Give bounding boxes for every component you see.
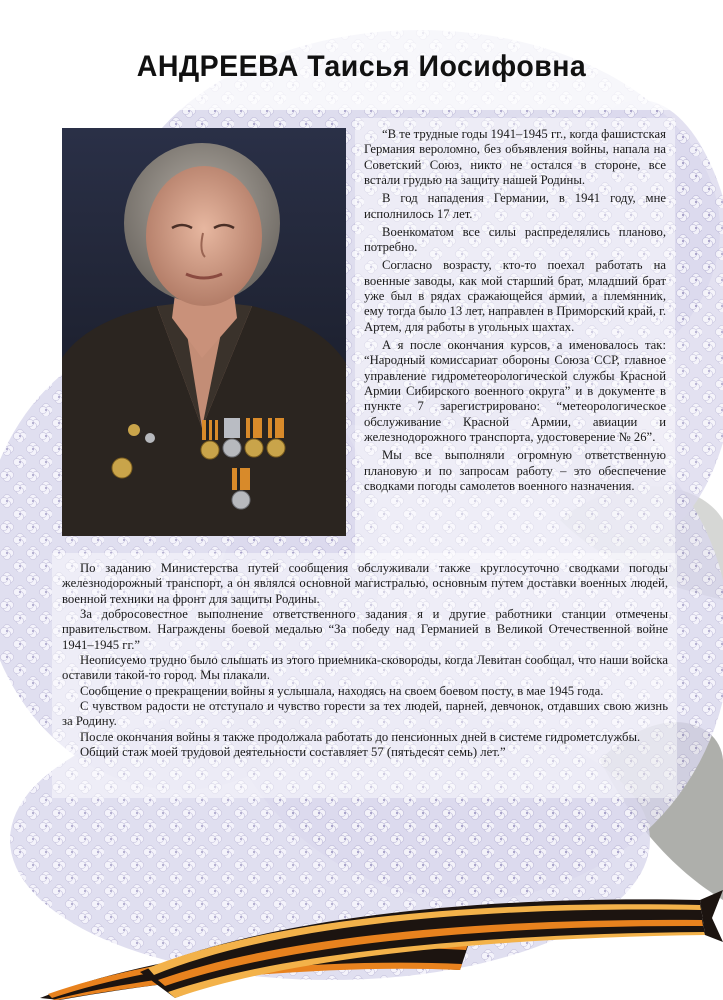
portrait-photo	[62, 128, 346, 536]
story-paragraph: С чувством радости не отступало и чувство горести за тех людей, парней, девчонок, отдавших свою жизнь за Родину.	[62, 699, 668, 729]
story-column	[364, 127, 666, 497]
story-paragraph: В год нападения Германии, в 1941 году, мне исполнилось 17 лет.	[364, 191, 666, 221]
story-paragraph: Согласно возрасту, кто-то поехал работать на военные заводы, как мой старший брат, младший брат уже был в рядах сражающейся армии, а племянник, ему тогда было 13 лет, направлен в Приморский край, г. Артем, для работы в угольных шахтах.	[364, 258, 667, 334]
story-paragraph: За добросовестное выполнение ответственного задания я и другие работники станции отмечены правительством. Награждены боевой медалью “За победу над Германией в Великой Отечественной войне 1941–1945 гг.”	[62, 607, 668, 652]
story-paragraph: После окончания войны я также продолжала работать до пенсионных дней в системе гидрометслужбы.	[80, 729, 641, 744]
story-paragraph: Неописуемо трудно было слышать из этого приемника-сковороды, когда Левитан сообщал, что наши войска оставили такой-то город. Мы плакали.	[62, 653, 668, 683]
story-paragraph: Сообщение о прекращении войны я услышала, находясь на своем боевом посту, в мае 1945 года.	[80, 683, 604, 698]
page-title: АНДРЕЕВА Таисья Иосифовна	[136, 50, 587, 83]
story-paragraph: Мы все выполняли огромную ответственную плановую и по запросам работу – это обеспечение сводками погоды самолетов военного назначения.	[364, 448, 666, 494]
story-paragraph: Общий стаж моей трудовой деятельности составляет 57 (пятьдесят семь) лет.”	[80, 745, 506, 760]
story-full-width	[62, 561, 668, 760]
story-paragraph: По заданию Министерства путей сообщения обслуживали также круглосуточно сводками погоды железнодорожный транспорт, а он являлся основной магистралью, основным путем доставки военных людей, военной техники на фронт для защиты Родины.	[62, 561, 668, 606]
st-george-ribbon-icon	[0, 880, 723, 1000]
story-paragraph: Военкоматом все силы распределялись планово, потребно.	[364, 224, 666, 255]
story-paragraph: А я после окончания курсов, а именовалось так: “Народный комиссариат обороны Союза ССР, главное управление гидрометеорологической службы Красной Армии Сибирского военного округа” и в документе в пункте 7 зарегистрировано: “метеорологическое обслуживание Красной Армии, авиации и железнодорожного транспорта, удостоверение № 26”.	[364, 338, 666, 445]
story-paragraph: “В те трудные годы 1941–1945 гг., когда фашистская Германия вероломно, без объявления войны, напала на Советский Союз, никто не остался в стороне, все встали грудью на защиту нашей Родины.	[364, 127, 666, 188]
